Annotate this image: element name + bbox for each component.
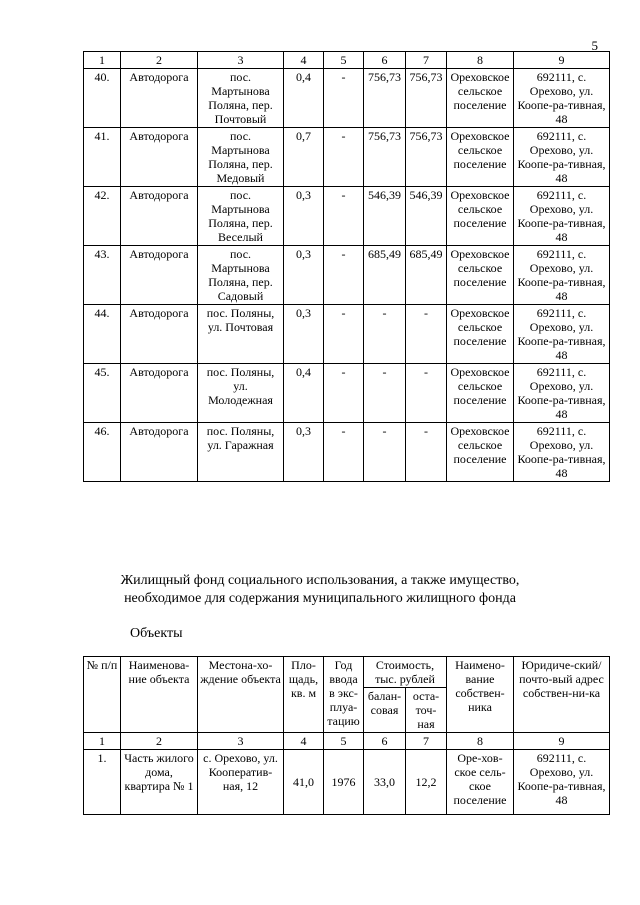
commission-year: -	[324, 246, 364, 305]
row-number: 45.	[84, 364, 121, 423]
object-length: 0,3	[284, 187, 324, 246]
col-number: 7	[406, 52, 447, 69]
column-number-row	[84, 52, 610, 69]
balance-cost: -	[364, 364, 406, 423]
owner-address: 692111, с. Орехово, ул. Коопе-ра-тивная, 48	[514, 364, 610, 423]
object-type: Автодорога	[121, 246, 198, 305]
residual-cost: -	[406, 364, 447, 423]
roads-table	[83, 51, 610, 482]
object-length: 0,4	[284, 364, 324, 423]
col-number: 2	[121, 733, 198, 750]
col-number: 9	[514, 733, 610, 750]
owner-address: 692111, с. Орехово, ул. Коопе-ра-тивная, 48	[514, 305, 610, 364]
header-row	[84, 657, 610, 688]
table-row	[84, 246, 610, 305]
balance-cost: -	[364, 305, 406, 364]
header-address: Юридиче-ский/почто-вый адрес собствен-ни-ка	[514, 657, 610, 733]
object-location: пос. Мартынова Поляна, пер. Медовый	[198, 128, 284, 187]
owner-name: Ореховское сельское поселение	[447, 246, 514, 305]
col-number: 5	[324, 733, 364, 750]
residual-cost: 685,49	[406, 246, 447, 305]
page-number: 5	[591, 38, 598, 53]
object-type: Автодорога	[121, 69, 198, 128]
balance-cost: -	[364, 423, 406, 482]
commission-year: -	[324, 364, 364, 423]
header-owner: Наимено-вание собствен-ника	[447, 657, 514, 733]
row-number: 44.	[84, 305, 121, 364]
owner-address: 692111, с. Орехово, ул. Коопе-ра-тивная, 48	[514, 423, 610, 482]
table-row	[84, 364, 610, 423]
table-row	[84, 187, 610, 246]
owner-address: 692111, с. Орехово, ул. Коопе-ра-тивная, 48	[514, 69, 610, 128]
header-area: Пло-щадь, кв. м	[284, 657, 324, 733]
owner-name: Ореховское сельское поселение	[447, 364, 514, 423]
owner-name: Ореховское сельское поселение	[447, 423, 514, 482]
header-year: Год ввода в экс-плуа-тацию	[324, 657, 364, 733]
commission-year: -	[324, 305, 364, 364]
col-number: 6	[364, 52, 406, 69]
col-number: 5	[324, 52, 364, 69]
header-location: Местона-хо-ждение объекта	[198, 657, 284, 733]
col-number: 6	[364, 733, 406, 750]
column-number-row	[84, 733, 610, 750]
commission-year: -	[324, 187, 364, 246]
residual-cost: 12,2	[406, 750, 447, 815]
subheading: Объекты	[130, 626, 183, 641]
col-number: 2	[121, 52, 198, 69]
col-number: 8	[447, 733, 514, 750]
col-number: 7	[406, 733, 447, 750]
object-type: Автодорога	[121, 128, 198, 187]
object-type: Автодорога	[121, 364, 198, 423]
owner-name: Ореховское сельское поселение	[447, 305, 514, 364]
commission-year: 1976	[324, 750, 364, 815]
commission-year: -	[324, 128, 364, 187]
owner-address: 692111, с. Орехово, ул. Коопе-ра-тивная, 48	[514, 187, 610, 246]
header-cost: Стоимость, тыс. рублей	[364, 657, 447, 688]
object-location: пос. Поляны, ул. Гаражная	[198, 423, 284, 482]
row-number: 46.	[84, 423, 121, 482]
table-row	[84, 750, 610, 815]
row-number: 42.	[84, 187, 121, 246]
object-type: Автодорога	[121, 187, 198, 246]
col-number: 9	[514, 52, 610, 69]
owner-name: Ореховское сельское поселение	[447, 69, 514, 128]
row-number: 41.	[84, 128, 121, 187]
col-number: 8	[447, 52, 514, 69]
residual-cost: -	[406, 423, 447, 482]
commission-year: -	[324, 423, 364, 482]
residual-cost: 756,73	[406, 128, 447, 187]
object-location: пос. Поляны, ул. Молодежная	[198, 364, 284, 423]
owner-address: 692111, с. Орехово, ул. Коопе-ра-тивная, 48	[514, 128, 610, 187]
header-num: № п/п	[84, 657, 121, 733]
table-row	[84, 423, 610, 482]
owner-address: 692111, с. Орехово, ул. Коопе-ра-тивная, 48	[514, 246, 610, 305]
balance-cost: 756,73	[364, 128, 406, 187]
object-type: Автодорога	[121, 423, 198, 482]
col-number: 4	[284, 52, 324, 69]
object-length: 0,4	[284, 69, 324, 128]
col-number: 3	[198, 52, 284, 69]
owner-name: Ореховское сельское поселение	[447, 187, 514, 246]
section-heading-line-2: необходимое для содержания муниципального жилищного фонда	[124, 591, 516, 606]
object-location: пос. Мартынова Поляна, пер. Почтовый	[198, 69, 284, 128]
header-residual: оста-точ-ная	[406, 688, 447, 733]
object-length: 0,3	[284, 305, 324, 364]
row-number: 1.	[84, 750, 121, 815]
object-name: Часть жилого дома, квартира № 1	[121, 750, 198, 815]
object-location: пос. Мартынова Поляна, пер. Веселый	[198, 187, 284, 246]
residual-cost: 546,39	[406, 187, 447, 246]
col-number: 1	[84, 733, 121, 750]
object-length: 0,7	[284, 128, 324, 187]
col-number: 1	[84, 52, 121, 69]
balance-cost: 33,0	[364, 750, 406, 815]
owner-address: 692111, с. Орехово, ул. Коопе-ра-тивная, 48	[514, 750, 610, 815]
object-location: с. Орехово, ул. Кооператив-ная, 12	[198, 750, 284, 815]
object-length: 0,3	[284, 246, 324, 305]
commission-year: -	[324, 69, 364, 128]
table-row	[84, 128, 610, 187]
residual-cost: -	[406, 305, 447, 364]
balance-cost: 756,73	[364, 69, 406, 128]
header-balance: балан-совая	[364, 688, 406, 733]
balance-cost: 546,39	[364, 187, 406, 246]
table-row	[84, 305, 610, 364]
object-area: 41,0	[284, 750, 324, 815]
owner-name: Ореховское сельское поселение	[447, 128, 514, 187]
object-location: пос. Поляны, ул. Почтовая	[198, 305, 284, 364]
section-heading-line-1: Жилищный фонд социального использования, а также имущество,	[120, 573, 520, 588]
header-name: Наименова-ние объекта	[121, 657, 198, 733]
object-length: 0,3	[284, 423, 324, 482]
row-number: 43.	[84, 246, 121, 305]
housing-table	[83, 656, 610, 815]
col-number: 4	[284, 733, 324, 750]
balance-cost: 685,49	[364, 246, 406, 305]
object-location: пос. Мартынова Поляна, пер. Садовый	[198, 246, 284, 305]
residual-cost: 756,73	[406, 69, 447, 128]
owner-name: Оре-хов-ское сель-ское поселение	[447, 750, 514, 815]
col-number: 3	[198, 733, 284, 750]
row-number: 40.	[84, 69, 121, 128]
object-type: Автодорога	[121, 305, 198, 364]
table-row	[84, 69, 610, 128]
